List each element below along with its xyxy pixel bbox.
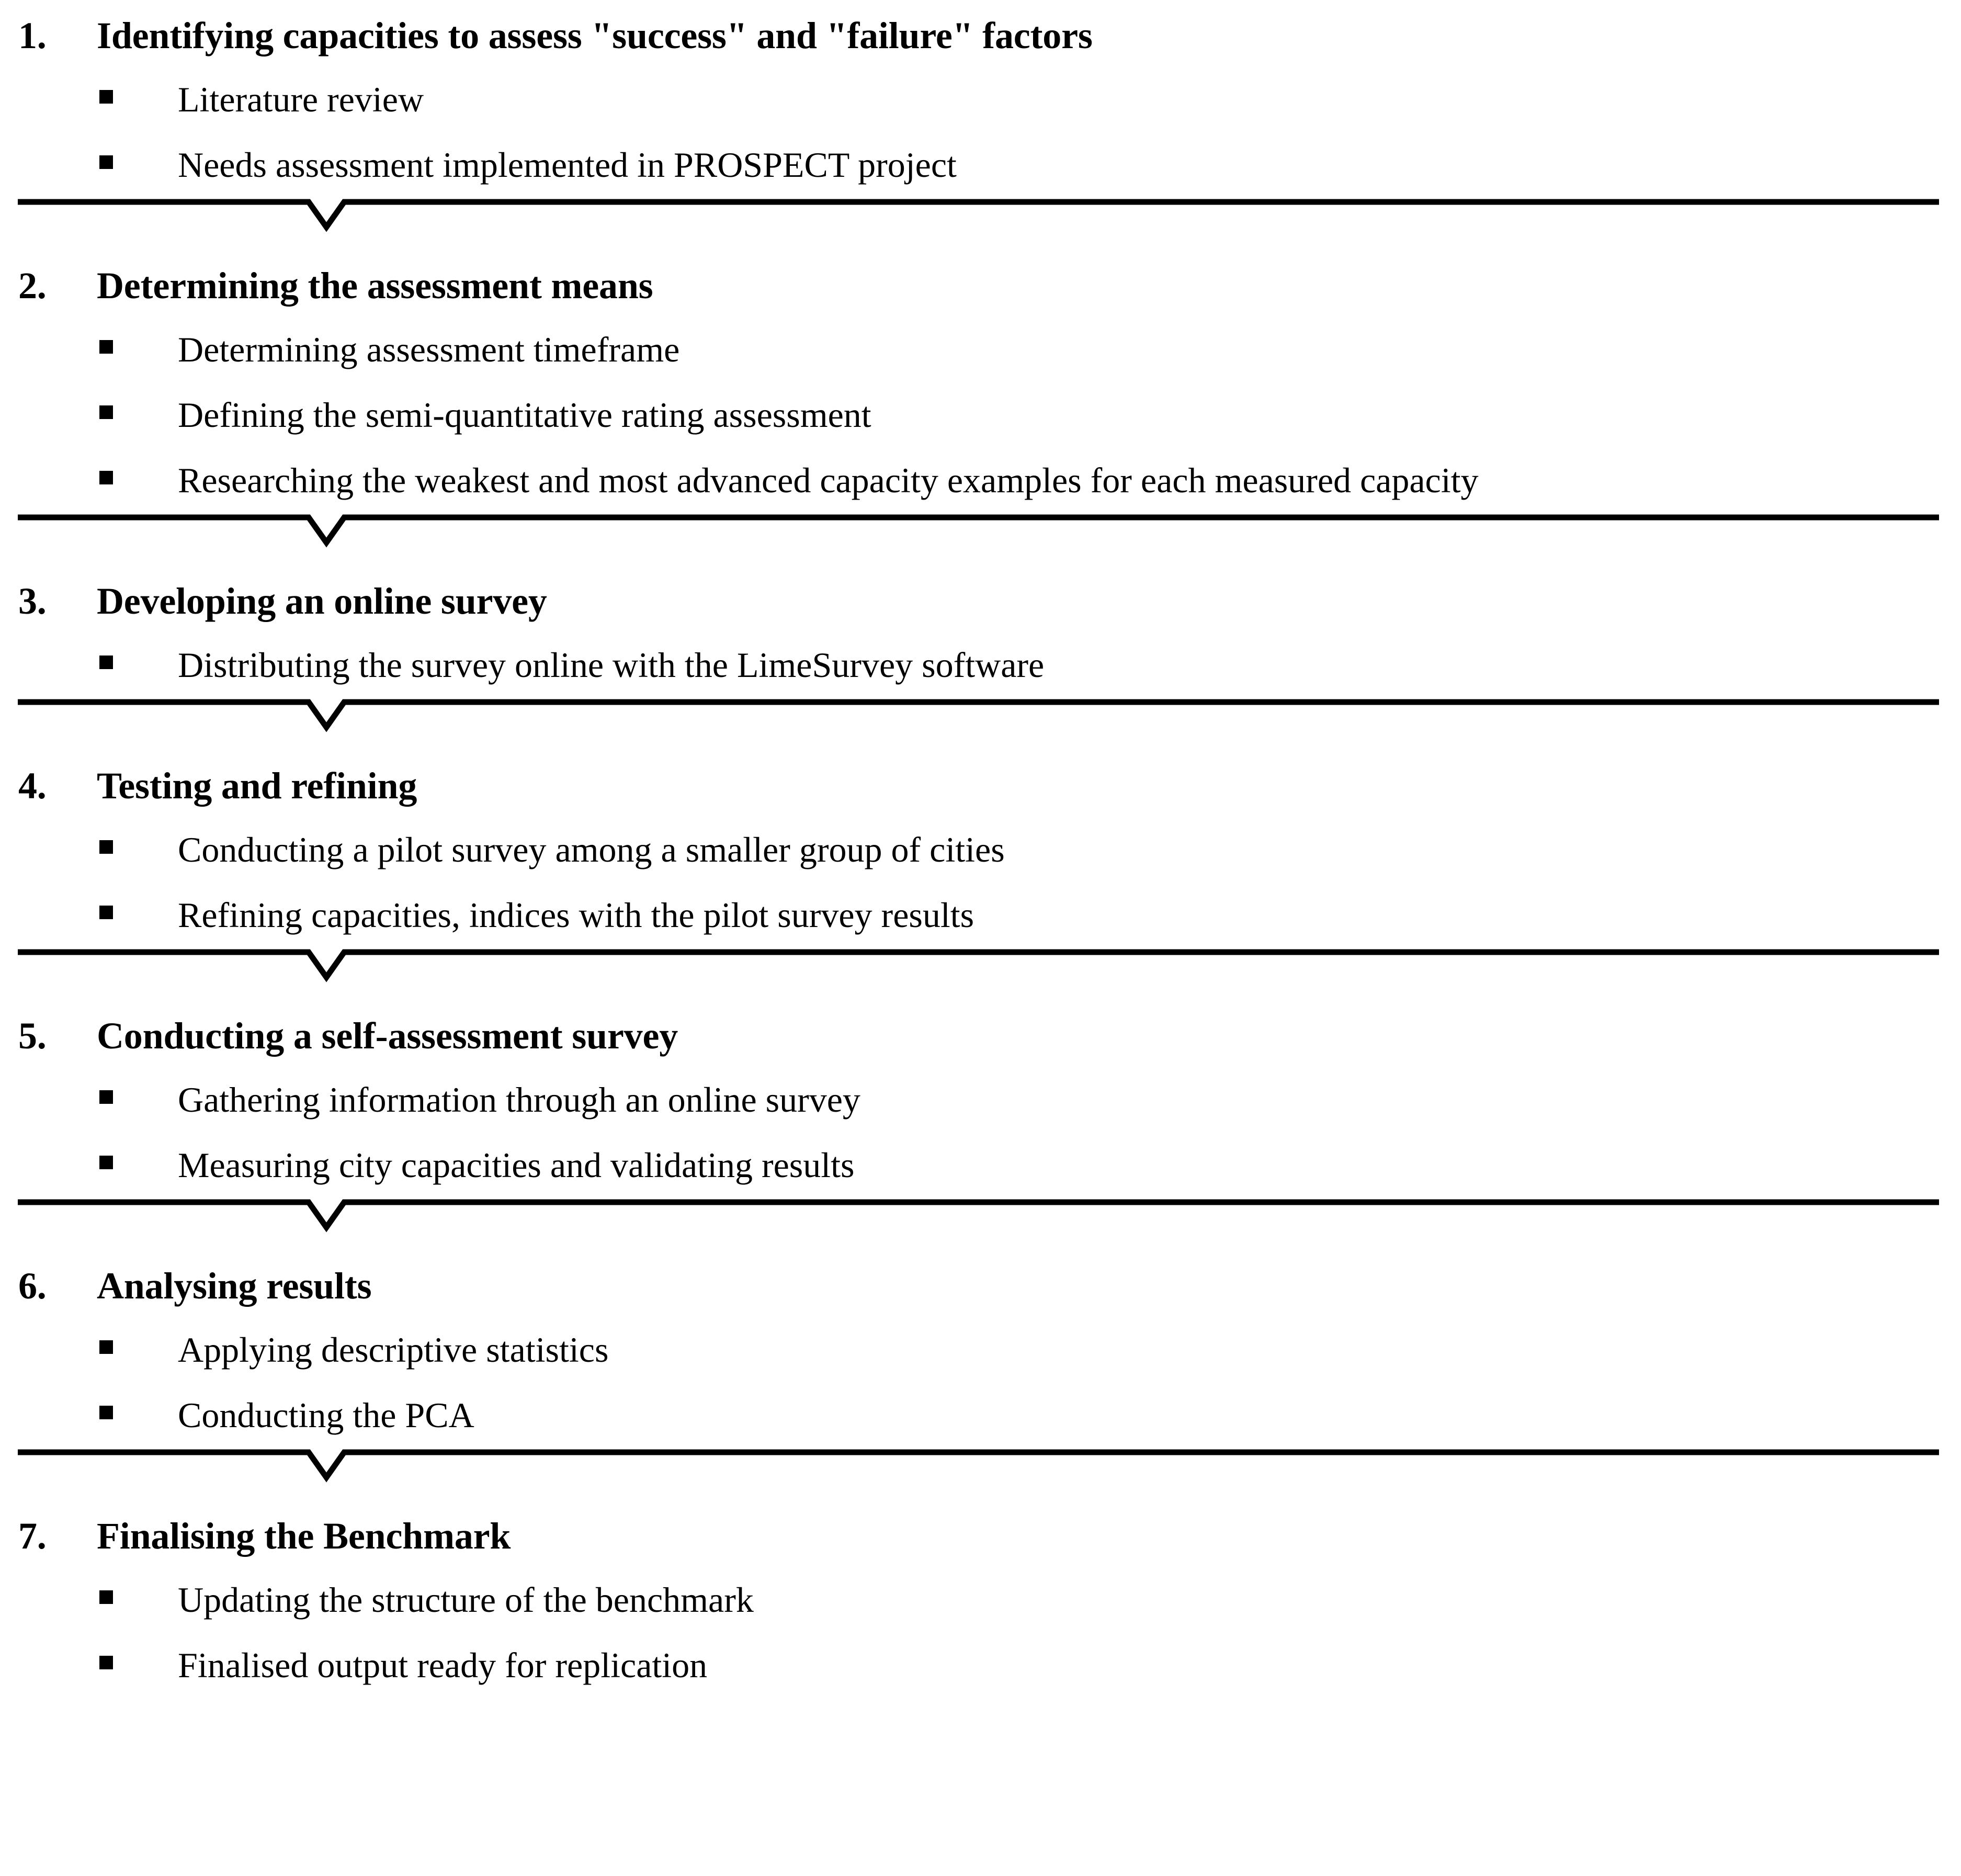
filled-square-bullet-icon — [99, 840, 113, 854]
bullet-text: Defining the semi-quantitative rating assessment — [178, 395, 871, 435]
process-step-1 — [0, 0, 1961, 198]
step-heading — [0, 261, 1961, 311]
bullet-item-7-1 — [0, 1567, 1961, 1633]
step-divider-6 — [0, 1448, 1961, 1498]
step-bullet-list — [0, 1067, 1961, 1198]
step-title-7: Finalising the Benchmark — [97, 1515, 511, 1557]
bullet-text: Distributing the survey online with the LimeSurvey software — [178, 645, 1045, 685]
bullet-text: Determining assessment timeframe — [178, 330, 680, 369]
step-heading — [0, 761, 1961, 811]
divider-v-notch-icon — [0, 1448, 1961, 1498]
step-number-1: 1. — [18, 15, 47, 56]
process-step-2 — [0, 248, 1961, 513]
filled-square-bullet-icon — [99, 405, 113, 419]
filled-square-bullet-icon — [99, 1090, 113, 1104]
step-bullet-list — [0, 317, 1961, 513]
filled-square-bullet-icon — [99, 1406, 113, 1419]
bullet-text: Researching the weakest and most advanced capacity examples for each measured capacity — [178, 460, 1479, 500]
step-title-2: Determining the assessment means — [97, 265, 653, 307]
bullet-item-1-2 — [0, 132, 1961, 198]
bullet-text: Measuring city capacities and validating results — [178, 1145, 855, 1185]
bullet-item-6-1 — [0, 1317, 1961, 1383]
step-divider-4 — [0, 948, 1961, 998]
bullet-text: Refining capacities, indices with the pilot survey results — [178, 895, 974, 935]
step-title-1: Identifying capacities to assess "success" and "failure" factors — [97, 15, 1093, 56]
filled-square-bullet-icon — [99, 906, 113, 919]
bullet-text: Gathering information through an online survey — [178, 1080, 860, 1120]
divider-v-notch-icon — [0, 513, 1961, 563]
step-bullet-list — [0, 1567, 1961, 1698]
step-bullet-list — [0, 817, 1961, 948]
filled-square-bullet-icon — [99, 1656, 113, 1669]
divider-v-notch-icon — [0, 1198, 1961, 1248]
bullet-item-4-2 — [0, 883, 1961, 948]
step-divider-1 — [0, 198, 1961, 248]
bullet-item-3-1 — [0, 632, 1961, 698]
bullet-text: Conducting the PCA — [178, 1395, 474, 1435]
step-number-2: 2. — [18, 265, 47, 307]
step-title-5: Conducting a self-assessment survey — [97, 1015, 678, 1057]
step-number-4: 4. — [18, 765, 47, 807]
bullet-text: Needs assessment implemented in PROSPECT project — [178, 145, 957, 185]
process-step-6 — [0, 1248, 1961, 1448]
filled-square-bullet-icon — [99, 155, 113, 169]
bullet-item-2-3 — [0, 448, 1961, 513]
bullet-item-5-2 — [0, 1133, 1961, 1198]
bullet-item-2-1 — [0, 317, 1961, 382]
divider-v-notch-icon — [0, 198, 1961, 248]
filled-square-bullet-icon — [99, 1340, 113, 1354]
step-bullet-list — [0, 1317, 1961, 1448]
step-bullet-list — [0, 67, 1961, 198]
process-step-3 — [0, 563, 1961, 698]
process-step-5 — [0, 998, 1961, 1198]
filled-square-bullet-icon — [99, 90, 113, 104]
step-bullet-list — [0, 632, 1961, 698]
filled-square-bullet-icon — [99, 340, 113, 354]
process-step-7 — [0, 1498, 1961, 1698]
filled-square-bullet-icon — [99, 1590, 113, 1604]
bullet-item-5-1 — [0, 1067, 1961, 1133]
step-number-7: 7. — [18, 1515, 47, 1557]
step-number-5: 5. — [18, 1015, 47, 1057]
bullet-item-1-1 — [0, 67, 1961, 132]
bullet-text: Updating the structure of the benchmark — [178, 1580, 754, 1620]
step-heading — [0, 1261, 1961, 1311]
filled-square-bullet-icon — [99, 656, 113, 669]
step-divider-2 — [0, 513, 1961, 563]
step-title-6: Analysing results — [97, 1265, 372, 1307]
step-title-3: Developing an online survey — [97, 580, 547, 622]
process-step-4 — [0, 748, 1961, 948]
step-number-6: 6. — [18, 1265, 47, 1307]
divider-v-notch-icon — [0, 948, 1961, 998]
bullet-item-2-2 — [0, 382, 1961, 448]
step-title-4: Testing and refining — [97, 765, 417, 807]
step-heading — [0, 1011, 1961, 1061]
bullet-text: Applying descriptive statistics — [178, 1330, 609, 1370]
bullet-text: Finalised output ready for replication — [178, 1645, 708, 1685]
step-heading — [0, 576, 1961, 626]
bullet-item-7-2 — [0, 1633, 1961, 1698]
filled-square-bullet-icon — [99, 1156, 113, 1169]
step-divider-5 — [0, 1198, 1961, 1248]
bullet-text: Literature review — [178, 80, 424, 119]
step-divider-3 — [0, 698, 1961, 748]
divider-v-notch-icon — [0, 698, 1961, 748]
step-number-3: 3. — [18, 580, 47, 622]
step-heading — [0, 1511, 1961, 1561]
bullet-text: Conducting a pilot survey among a smaller group of cities — [178, 830, 1005, 869]
step-heading — [0, 10, 1961, 61]
bullet-item-6-2 — [0, 1383, 1961, 1448]
filled-square-bullet-icon — [99, 471, 113, 484]
bullet-item-4-1 — [0, 817, 1961, 883]
